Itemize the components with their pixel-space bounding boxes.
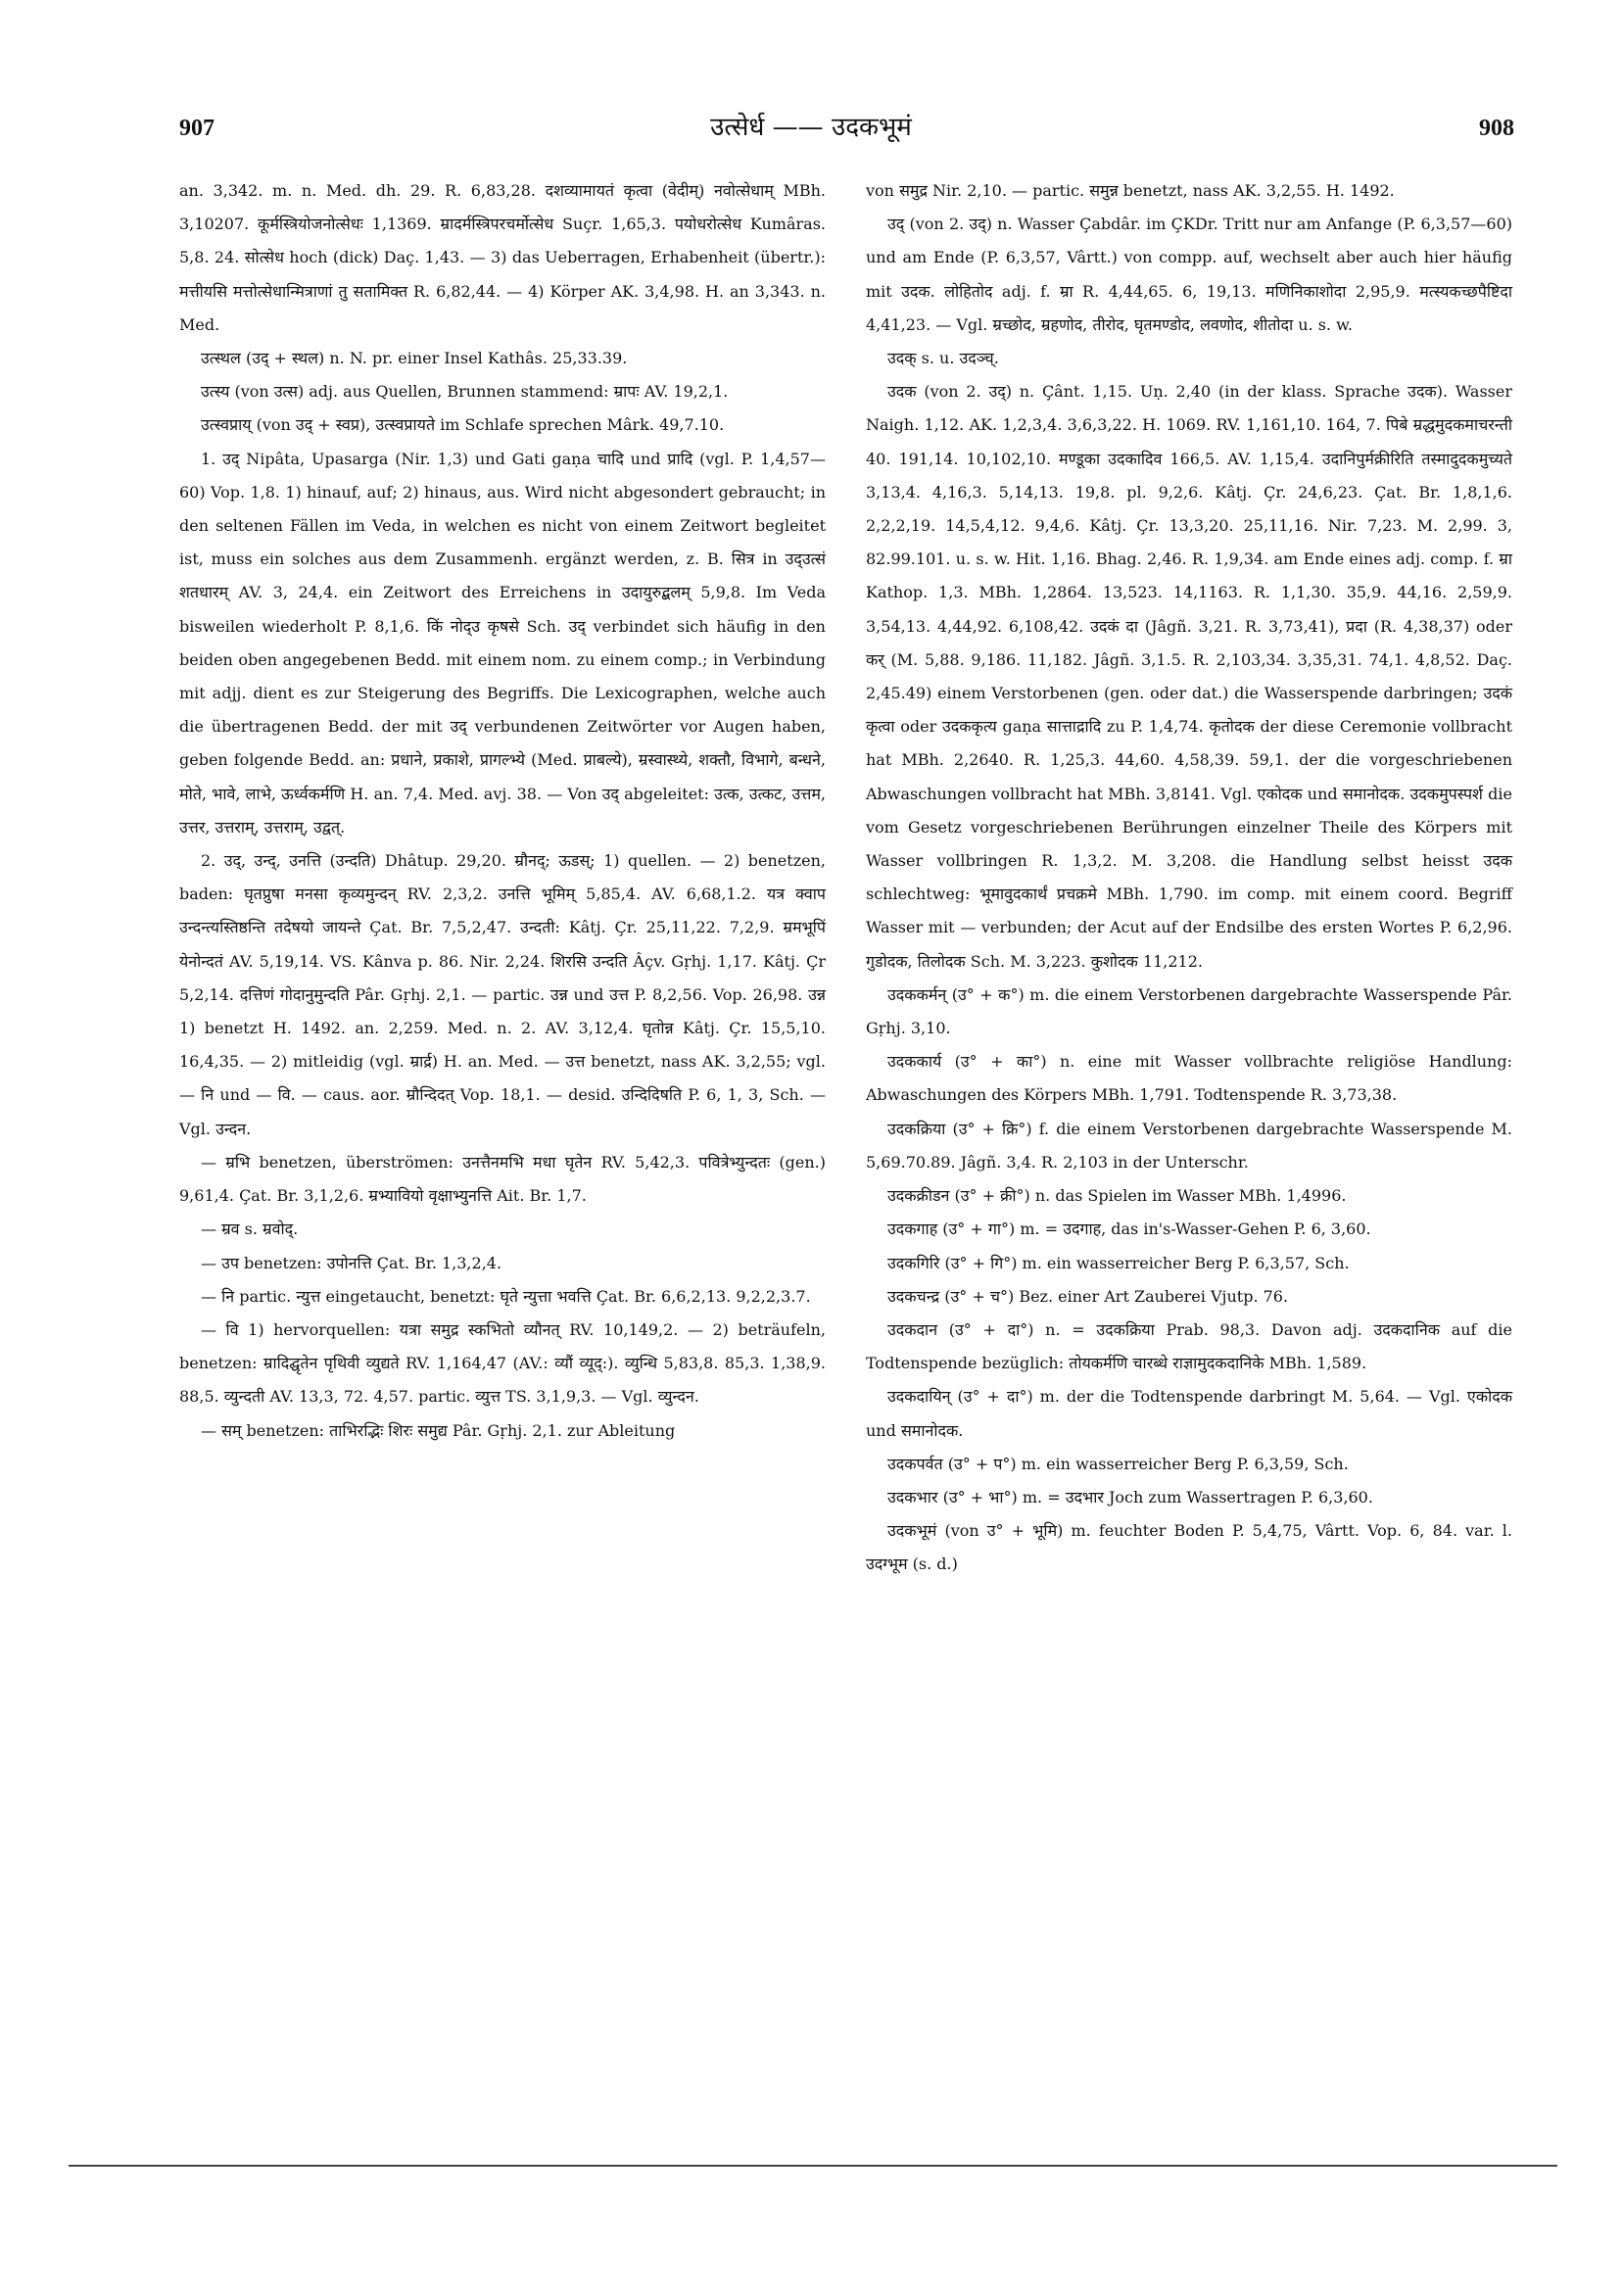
- entry-udakadana: उदकदान (उ° + दा°) n. = उदकक्रिया Prab. 98,3. Davon adj. उदकदानिक auf die Todtenspende bezüglich: तोयकर्मणि चारब्धे राज्ञामुदकदानिके MBh. 1,589.: [866, 1319, 1512, 1373]
- entry-udakakridana: उदकक्रीडन (उ° + क्री°) n. das Spielen im Wasser MBh. 1,4996.: [887, 1186, 1347, 1206]
- entry-continuation: an. 3,342. m. n. Med. dh. 29. R. 6,83,28. दशव्यामायतं कृत्वा (वेदीम्) नवोत्सेधाम् MBh. 3,10207. कूर्मस्त्रियोजनोत्सेधः 1,1369. म्रादर्मस्त्रिपरचर्मोत्सेध Suçr. 1,65,3. पयोधरोत्सेध Kumâras. 5,8. 24. सोत्सेध hoch (dick) Daç. 1,43. — 3) das Ueberragen, Erhabenheit (übertr.): मत्तीयसि मत्तोत्सेधान्मित्राणां तु सतामिक्त R. 6,82,44. — 4) Körper AK. 3,4,98. H. an 3,343. n. Med.: [179, 181, 826, 334]
- entry-ud-noun: उद् (von 2. उद्) n. Wasser Çabdâr. im ÇKDr. Tritt nur am Anfange (P. 6,3,57—60) und am Ende (P. 6,3,57, Vârtt.) von compp. auf, wechselt aber auch hier häufig mit उदक. लोहितोद adj. f. म्रा R. 4,44,65. 6, 19,13. मणिनिकाशोदा 2,95,9. मत्स्यकच्छपैष्टिदा 4,41,23. — Vgl. म्रच्छोद, म्रहणोद, तीरोद, घृतमण्डोद, लवणोद, शीतोदा u. s. w.: [866, 215, 1512, 334]
- entry-ud-1: 1. उद् Nipâta, Upasarga (Nir. 1,3) und Gati gaṇa चादि und प्रादि (vgl. P. 1,4,57—60) Vop. 1,8. 1) hinauf, auf; 2) hinaus, aus. Wird nicht abgesondert gebraucht; in den seltenen Fällen im Veda, in welchen es nicht von einem Zeitwort begleitet ist, muss ein solches aus dem Zusammenh. ergänzt werden, z. B. सित्र in उद्उत्सं शतधारम् AV. 3, 24,4. ein Zeitwort des Erreichens in उदायुरुद्बलम् 5,9,8. Im Veda bisweilen wiederholt P. 8,1,6. किं नोद्उ कृषसे Sch. उद् verbindet sich häufig in den beiden oben angegebenen Bedd. mit einem nom. zu einem comp.; in Verbindung mit adjj. dient es zur Steigerung des Begriffs. Die Lexicographen, welche auch die übertragenen Bedd. der mit उद् verbundenen Zeitwörter vor Augen haben, geben folgende Bedd. an: प्रधाने, प्रकाशे, प्रागल्भ्ये (Med. प्राबल्ये), म्रस्वास्थ्ये, शक्तौ, विभागे, बन्धने, मोते, भावे, लाभे, ऊर्ध्वकर्मणि H. an. 7,4. Med. avj. 38. — Von उद् abgeleitet: उत्क, उत्कट, उत्तम, उत्तर, उत्तराम्, उत्तराम्, उद्वत्.: [179, 449, 826, 837]
- entry-udakacandra: उदकचन्द्र (उ° + च°) Bez. einer Art Zauberei Vjutp. 76.: [887, 1286, 1289, 1306]
- entry-utsvapnay: उत्स्वप्राय् (von उद् + स्वप्र), उत्स्वप्रायते im Schlafe sprechen Mârk. 49,7.10.: [201, 415, 725, 435]
- entry-udakagiri: उदकगिरि (उ° + गि°) m. ein wasserreicher Berg P. 6,3,57, Sch.: [887, 1253, 1350, 1272]
- entry-udakakarya: उदककार्य (उ° + का°) n. eine mit Wasser vollbrachte religiöse Handlung: Abwaschungen des Körpers MBh. 1,791. Todtenspende R. 3,73,38.: [866, 1052, 1512, 1105]
- subentry-abhi: — म्रभि benetzen, überströmen: उनत्तैनमभि मधा घृतेन RV. 5,42,3. पवित्रेभ्युन्दतः (gen.) 9,61,4. Çat. Br. 3,1,2,6. म्रभ्यावियो वृक्षाभ्युनत्ति Ait. Br. 1,7.: [179, 1152, 826, 1206]
- subentry-ni: — नि partic. न्युत्त eingetaucht, benetzt: घृते न्युत्ता भवत्ति Çat. Br. 6,6,2,13. 9,2,2,3.7.: [201, 1286, 811, 1306]
- subentry-sam: — सम् benetzen: ताभिरद्भिः शिरः समुद्य Pâr. Gṛhj. 2,1. zur Ableitung: [201, 1420, 676, 1440]
- entry-utsthala: उत्स्थल (उद् + स्थल) n. N. pr. einer Insel Kathâs. 25,33.39.: [201, 349, 628, 368]
- right-page-number: 908: [1479, 116, 1514, 141]
- entry-utsya: उत्स्य (von उत्स) adj. aus Quellen, Brunnen stammend: म्रापः AV. 19,2,1.: [201, 382, 729, 402]
- entry-ud-2: 2. उद्, उन्द्, उनत्ति (उन्दति) Dhâtup. 29,20. म्रौनद्; ऊडस्; 1) quellen. — 2) benetzen, baden: घृतप्रुषा मनसा कृव्यमुन्दन् RV. 2,3,2. उनत्ति भूमिम् 5,85,4. AV. 6,68,1.2. यत्र क्वाप उन्दन्त्यस्तिष्ठन्ति तदेषयो जायन्ते Çat. Br. 7,5,2,47. उन्दती: Kâtj. Çr. 25,11,22. 7,2,9. म्रमभूपिं येनोन्दतं AV. 5,19,14. VS. Kânva p. 86. Nir. 2,24. शिरसि उन्दति Âçv. Gṛhj. 1,17. Kâtj. Çr 5,2,14. दत्तिणं गोदानुमुन्दति Pâr. Gṛhj. 2,1. — partic. उन्न und उत्त P. 8,2,56. Vop. 26,98. उन्न 1) benetzt H. 1492. an. 2,259. Med. n. 2. AV. 3,12,4. घृतोन्न Kâtj. Çr. 15,5,10. 16,4,35. — 2) mitleidig (vgl. म्रार्द्र) H. an. Med. — उत्त benetzt, nass AK. 3,2,55; vgl. — नि und — वि. — caus. aor. म्रौन्दिदत् Vop. 18,1. — desid. उन्दिदिषति P. 6, 1, 3, Sch. — Vgl. उन्दन.: [179, 851, 826, 1138]
- footer-rule: [69, 2165, 1557, 2167]
- entry-udakakriya: उदकक्रिया (उ° + क्रि°) f. die einem Verstorbenen dargebrachte Wasserspende M. 5,69.70.89. Jâgñ. 3,4. R. 2,103 in der Unterschr.: [866, 1119, 1512, 1172]
- subentry-vi: — वि 1) hervorquellen: यत्रा समुद्र स्कभितो व्यौनत् RV. 10,149,2. — 2) beträufeln, benetzen: म्रादिद्घृतेन पृथिवी व्युद्यते RV. 1,164,47 (AV.: व्यौं व्यूद्:). व्युन्धि 5,83,8. 85,3. 1,38,9. 88,5. व्युन्दती AV. 13,3, 72. 4,57. partic. व्युत्त TS. 3,1,9,3. — Vgl. व्युन्दन.: [179, 1319, 826, 1407]
- entry-udakakarman: उदककर्मन् (उ° + क°) m. die einem Verstorbenen dargebrachte Wasserspende Pâr. Gṛhj. 3,10.: [866, 984, 1512, 1038]
- entry-continuation: von समुद्र Nir. 2,10. — partic. समुन्न benetzt, nass AK. 3,2,55. H. 1492.: [866, 181, 1395, 200]
- entry-udakadayin: उदकदायिन् (उ° + दा°) m. der die Todtenspende darbringt M. 5,64. — Vgl. एकोदक und समानोदक.: [866, 1387, 1512, 1440]
- subentry-ava: — म्रव s. म्रवोद्.: [201, 1220, 299, 1239]
- running-title: उत्सेर्ध —— उदकभूमं: [710, 113, 912, 142]
- entry-udak: उदक् s. u. उदञ्च्.: [887, 349, 999, 368]
- right-column: [866, 174, 1512, 1582]
- entry-udakaparvata: उदकपर्वत (उ° + प°) m. ein wasserreicher Berg P. 6,3,59, Sch.: [887, 1454, 1349, 1473]
- entry-udakabhara: उदकभार (उ° + भा°) m. = उदभार Joch zum Wassertragen P. 6,3,60.: [887, 1487, 1373, 1507]
- entry-udakabhuma: उदकभूमं (von उ° + भूमि) m. feuchter Boden P. 5,4,75, Vârtt. Vop. 6, 84. var. l. उदग्भूम (s. d.): [866, 1521, 1512, 1574]
- left-column: [179, 174, 826, 1448]
- entry-udaka: उदक (von 2. उद्) n. Çânt. 1,15. Uṇ. 2,40 (in der klass. Sprache उदक). Wasser Naigh. 1,12. AK. 1,2,3,4. 3,6,3,22. H. 1069. RV. 1,161,10. 164, 7. पिबे म्रद्धमुदकमाचरन्ती 40. 191,14. 10,102,10. मण्डूका उदकादिव 166,5. AV. 1,15,4. उदानिपुर्मक्रीरिति तस्मादुदकमुच्यते 3,13,4. 4,16,3. 5,14,13. 19,8. pl. 9,2,6. Kâtj. Çr. 24,6,23. Çat. Br. 1,8,1,6. 2,2,2,19. 14,5,4,12. 9,4,6. Kâtj. Çr. 13,3,20. 25,11,16. Nir. 7,23. M. 2,99. 3, 82.99.101. u. s. w. Hit. 1,16. Bhag. 2,46. R. 1,9,34. am Ende eines adj. comp. f. म्रा Kathop. 1,3. MBh. 1,2864. 13,523. 14,1163. R. 1,1,30. 35,9. 44,16. 2,59,9. 3,54,13. 4,44,92. 6,108,42. उदकं दा (Jâgñ. 3,21. R. 3,73,41), प्रदा (R. 4,38,37) oder कर् (M. 5,88. 9,186. 11,182. Jâgñ. 3,1.5. R. 2,103,34. 3,35,31. 74,1. 4,8,52. Daç. 2,45.49) einem Verstorbenen (gen. oder dat.) die Wasserspende darbringen; उदकं कृत्वा oder उदककृत्य gaṇa सात्ताद्रादि zu P. 1,4,74. कृतोदक der diese Ceremonie vollbracht hat MBh. 2,2640. R. 1,25,3. 44,60. 4,58,39. 59,1. der die vorgeschriebenen Abwaschungen vollbracht hat MBh. 3,8141. Vgl. एकोदक und समानोदक. उदकमुपस्पर्श die vom Gesetz vorgeschriebenen Berührungen einzelner Theile des Körpers mit Wasser vollbringen R. 1,3,2. M. 3,208. die Handlung selbst heisst उदक schlechtweg: भूमावुदकार्थं प्रचक्रमे MBh. 1,790. im comp. mit einem coord. Begriff Wasser mit — verbunden; der Acut auf der Endsilbe des ersten Wortes P. 6,2,96. गुडोदक, तिलोदक Sch. M. 3,223. कुशोदक 11,212.: [866, 382, 1512, 971]
- left-page-number: 907: [179, 116, 215, 141]
- subentry-upa: — उप benetzen: उपोनत्ति Çat. Br. 1,3,2,4.: [201, 1253, 502, 1272]
- entry-udakagaha: उदकगाह (उ° + गा°) m. = उदगाह, das in's-Wasser-Gehen P. 6, 3,60.: [887, 1220, 1371, 1239]
